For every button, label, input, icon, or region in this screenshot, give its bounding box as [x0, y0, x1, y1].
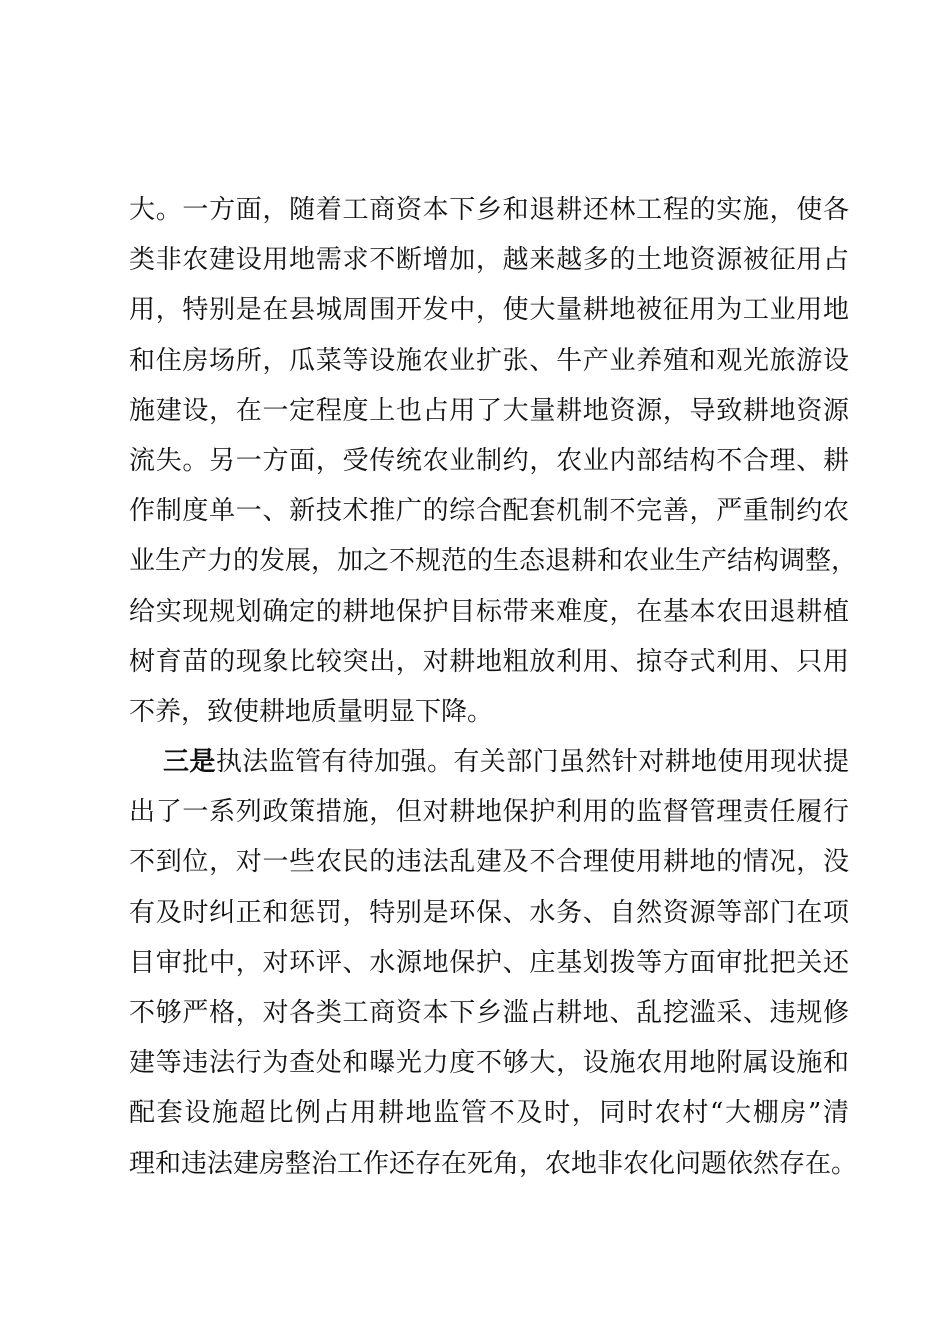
text-line: 不够严格，对各类工商资本下乡滥占耕地、乱挖滥采、违规修 — [129, 998, 849, 1028]
text-line: 施建设，在一定程度上也占用了大量耕地资源，导致耕地资源 — [129, 395, 849, 426]
paragraph-first-line — [129, 737, 849, 787]
text-line: 出了一系列政策措施，但对耕地保护利用的监督管理责任履行 — [129, 797, 849, 828]
text-line: 和住房场所，瓜菜等设施农业扩张、牛产业养殖和观光旅游设 — [129, 345, 849, 376]
text-line: 建等违法行为查处和曝光力度不够大，设施农用地附属设施和 — [129, 1048, 849, 1079]
text-line: 流失。另一方面，受传统农业制约，农业内部结构不合理、耕 — [129, 445, 849, 476]
paragraph-2 — [129, 737, 858, 1189]
text-line: 树育苗的现象比较突出，对耕地粗放利用、掠夺式利用、只用 — [129, 646, 849, 677]
text-line: 给实现规划确定的耕地保护目标带来难度，在基本农田退耕植 — [129, 596, 849, 627]
section-lead: 三是 — [163, 747, 216, 778]
text-line: 理和违法建房整治工作还存在死角，农地非农化问题依然存在。 — [129, 1148, 858, 1179]
body-text — [129, 185, 858, 1189]
text-line: 不到位，对一些农民的违法乱建及不合理使用耕地的情况，没 — [129, 847, 849, 878]
text-line: 用，特别是在县城周围开发中，使大量耕地被征用为工业用地 — [129, 295, 849, 326]
text-line: 目审批中，对环评、水源地保护、庄基划拨等方面审批把关还 — [129, 947, 849, 978]
text-line: 不养，致使耕地质量明显下降。 — [129, 696, 494, 727]
text-line: 业生产力的发展，加之不规范的生态退耕和农业生产结构调整， — [129, 546, 858, 577]
text-line: 作制度单一、新技术推广的综合配套机制不完善，严重制约农 — [129, 496, 849, 527]
text-line: 大。一方面，随着工商资本下乡和退耕还林工程的实施，使各 — [129, 195, 849, 225]
text-line: 配套设施超比例占用耕地监管不及时，同时农村“大棚房”清 — [129, 1098, 849, 1129]
text-line: 有及时纠正和惩罚，特别是环保、水务、自然资源等部门在项 — [129, 897, 849, 928]
first-line-text: 执法监管有待加强。有关部门虽然针对耕地使用现状提 — [215, 747, 849, 778]
text-line: 类非农建设用地需求不断增加，越来越多的土地资源被征用占 — [129, 245, 849, 276]
paragraph-1 — [129, 185, 858, 737]
